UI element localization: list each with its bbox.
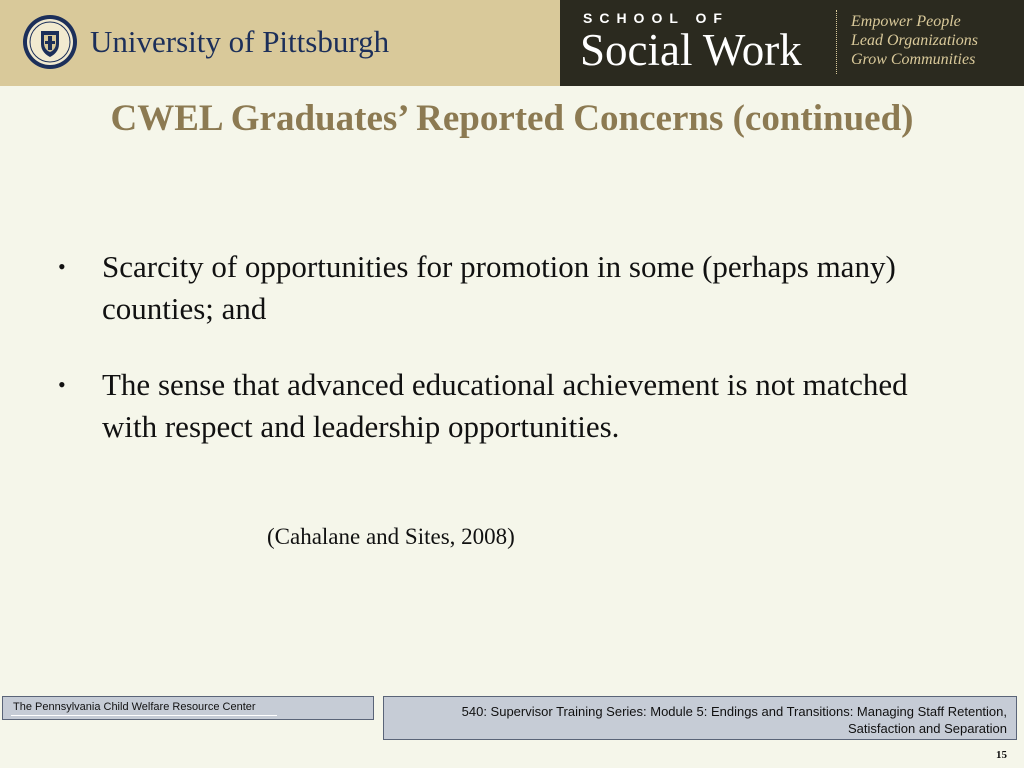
social-work-label: Social Work — [580, 25, 802, 75]
footer-left-text: The Pennsylvania Child Welfare Resource Center — [13, 701, 256, 713]
bullet-list — [58, 246, 958, 482]
footer-right-text: 540: Supervisor Training Series: Module 5: Endings and Transitions: Managing Staff Retention, Satisfaction and Separation — [461, 704, 1007, 736]
university-seal-icon — [22, 14, 78, 70]
footer-module-info — [383, 696, 1017, 740]
citation: (Cahalane and Sites, 2008) — [267, 524, 515, 549]
university-name: University of Pittsburgh — [90, 24, 390, 59]
school-of-label: SCHOOL OF — [583, 10, 729, 26]
tagline-grow: Grow Communities — [851, 51, 976, 68]
bullet-text: The sense that advanced educational achievement is not matched with respect and leadership opportunities. — [102, 367, 908, 444]
bullet-text: Scarcity of opportunities for promotion in some (perhaps many) counties; and — [102, 249, 896, 326]
tagline-lead: Lead Organizations — [851, 32, 978, 49]
header-banner — [0, 0, 1024, 86]
tagline-empower: Empower People — [851, 13, 961, 30]
footer-underline — [11, 715, 277, 716]
slide-title: CWEL Graduates’ Reported Concerns (continued) — [110, 98, 914, 139]
bullet-dot-icon: • — [58, 372, 66, 397]
university-banner — [0, 0, 560, 86]
footer-resource-center — [2, 696, 374, 720]
bullet-item — [58, 364, 958, 448]
taglines — [851, 12, 978, 69]
bullet-dot-icon: • — [58, 254, 66, 279]
bullet-item — [58, 246, 958, 330]
header-divider — [836, 10, 838, 74]
page-number: 15 — [996, 749, 1007, 761]
